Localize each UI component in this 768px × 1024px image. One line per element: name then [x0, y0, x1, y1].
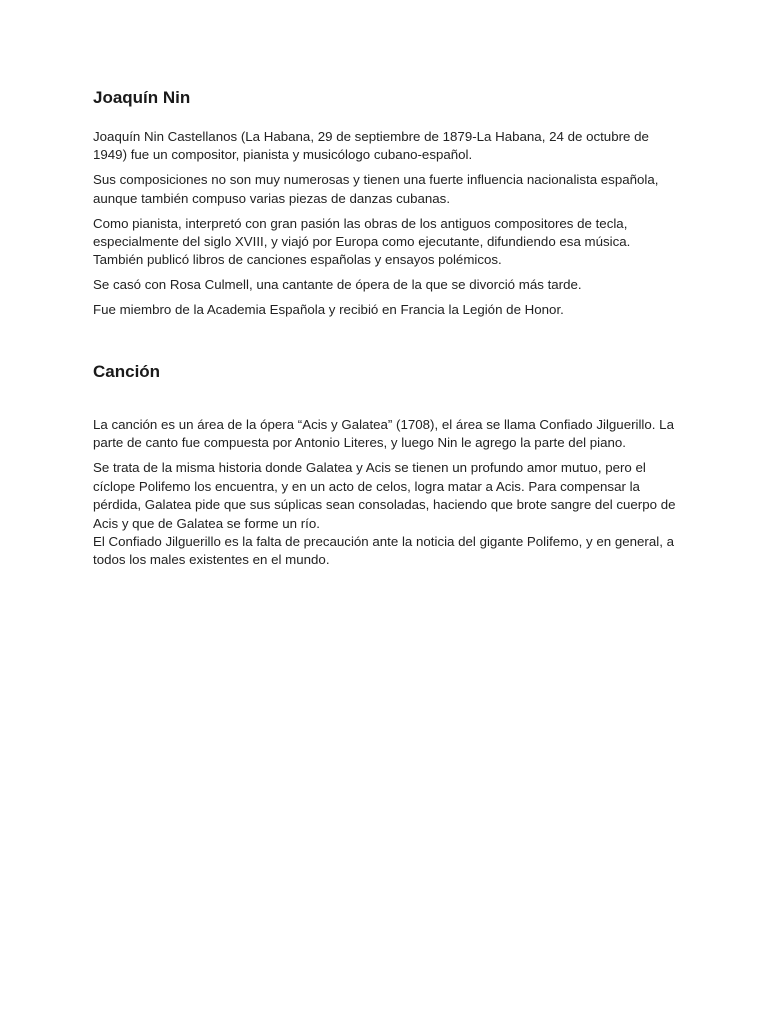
section-title-cancion: Canción: [93, 362, 161, 381]
paragraph: La canción es un área de la ópera “Acis y Galatea” (1708), el área se llama Confiado Jilguerillo. La parte de canto fue compuesta por Antonio Literes, y luego Nin le agrego la parte del piano.: [93, 417, 674, 451]
paragraph: Se trata de la misma historia donde Galatea y Acis se tienen un profundo amor mutuo, pero el cíclope Polifemo los encuentra, y en un acto de celos, logra matar a Acis. Para compensar la pérdida, Galatea pide que sus súplicas sean consoladas, haciendo que brote sangre del cuerpo de Acis y que de Galatea se forme un río.: [93, 460, 676, 531]
paragraph: Fue miembro de la Academia Española y recibió en Francia la Legión de Honor.: [93, 302, 564, 318]
section-body-cancion: [93, 416, 678, 570]
section-body-joaquin-nin: [93, 128, 678, 320]
paragraph: El Confiado Jilguerillo es la falta de precaución ante la noticia del gigante Polifemo, y en general, a todos los males existentes en el mundo.: [93, 533, 674, 568]
paragraph: Como pianista, interpretó con gran pasión las obras de los antiguos compositores de tecla, especialmente del siglo XVIII, y viajó por Europa como ejecutante, difundiendo esa música. También publicó libros de canciones españolas y ensayos polémicos.: [93, 215, 631, 268]
paragraph: Sus composiciones no son muy numerosas y tienen una fuerte influencia nacionalista española, aunque también compuso varias piezas de danzas cubanas.: [93, 172, 659, 206]
section-title-joaquin-nin: Joaquín Nin: [93, 88, 191, 107]
paragraph: Se casó con Rosa Culmell, una cantante de ópera de la que se divorció más tarde.: [93, 277, 582, 293]
paragraph: Joaquín Nin Castellanos (La Habana, 29 de septiembre de 1879-La Habana, 24 de octubre de 1949) fue un compositor, pianista y musicólogo cubano-español.: [93, 129, 649, 163]
